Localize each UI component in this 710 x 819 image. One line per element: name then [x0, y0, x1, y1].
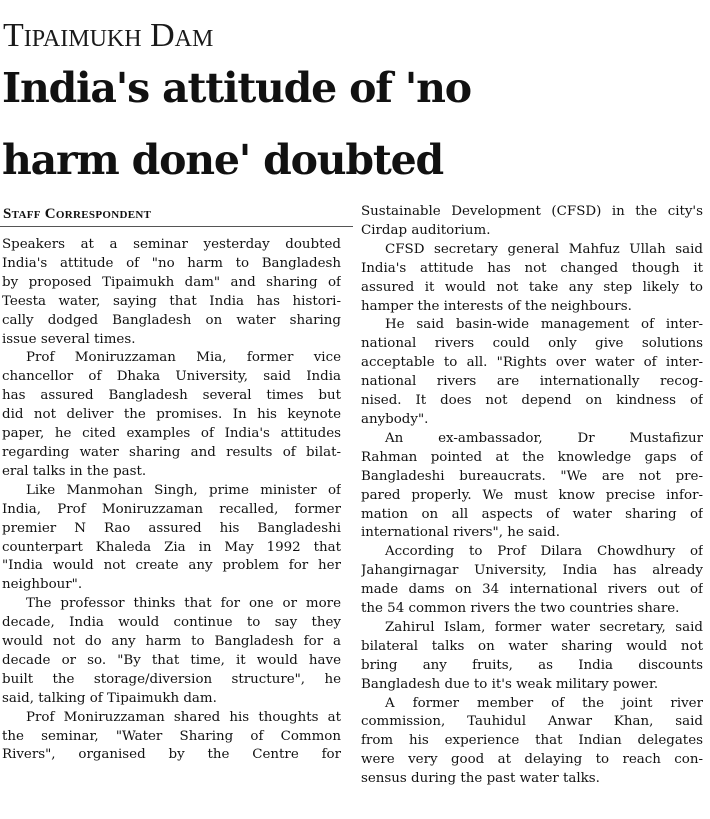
body-text-line: cally dodged Bangladesh on water sharing: [2, 312, 341, 328]
body-text-line: national rivers could only give solutions: [361, 336, 703, 352]
body-text-line: chancellor of Dhaka University, said India: [2, 369, 341, 385]
body-text-line: Rahman pointed at the knowledge gaps of: [361, 449, 703, 465]
body-text-line: neighbour".: [2, 577, 83, 593]
body-text-line: built the storage/diversion structure", he: [2, 671, 341, 687]
body-text-line: decade, India would continue to say they: [2, 615, 341, 631]
body-text-line: counterpart Khaleda Zia in May 1992 that: [2, 539, 341, 555]
body-text-line: Rivers", organised by the Centre for: [2, 747, 341, 763]
body-text-line: The professor thinks that for one or more: [26, 596, 341, 612]
body-text-line: Speakers at a seminar yesterday doubted: [2, 237, 341, 252]
body-text-line: India, Prof Moniruzzaman recalled, former: [2, 501, 341, 517]
body-text-line: regarding water sharing and results of bilat-: [2, 444, 341, 460]
body-text-line: bring any fruits, as India discounts: [361, 657, 703, 673]
article-byline: Staff Correspondent: [3, 206, 152, 222]
body-text-line: Prof Moniruzzaman shared his thoughts at: [26, 709, 341, 725]
body-text-line: international rivers", he said.: [361, 525, 560, 541]
body-text-line: Like Manmohan Singh, prime minister of: [26, 482, 341, 498]
body-text-line: India's attitude of "no harm to Bangladesh: [2, 255, 341, 271]
article-kicker: Tipaimukh Dam: [3, 17, 214, 54]
byline-divider: [0, 226, 353, 227]
body-text-line: He said basin-wide management of inter-: [385, 317, 703, 333]
body-text-line: eral talks in the past.: [2, 463, 147, 479]
body-text-line: bilateral talks on water sharing would not: [361, 638, 703, 654]
body-text-line: made dams on 34 international rivers out of: [361, 582, 703, 598]
body-text-line: has assured Bangladesh several times but: [2, 388, 341, 404]
body-text-line: "India would not create any problem for her: [2, 558, 341, 574]
body-text-line: India's attitude has not changed though it: [361, 260, 703, 276]
body-text-line: assured it would not take any step likely to: [361, 279, 703, 295]
body-text-line: Bangladeshi bureaucrats. "We are not pre-: [361, 468, 703, 484]
body-text-line: by proposed Tipaimukh dam" and sharing of: [2, 274, 341, 290]
article-column-left: [2, 236, 341, 765]
headline-line: harm done' doubted: [2, 136, 443, 184]
body-text-line: from his experience that Indian delegates: [361, 733, 703, 749]
body-text-line: were very good at delaying to reach con-: [361, 752, 703, 768]
body-text-line: acceptable to all. "Rights over water of inter-: [361, 355, 703, 371]
body-text-line: paper, he cited examples of India's attitudes: [2, 426, 341, 442]
body-text-line: premier N Rao assured his Bangladeshi: [2, 520, 341, 536]
body-text-line: commission, Tauhidul Anwar Khan, said: [361, 714, 703, 730]
body-text-line: An ex-ambassador, Dr Mustafizur: [385, 430, 703, 446]
body-text-line: hamper the interests of the neighbours.: [361, 298, 632, 314]
article-headline: [2, 52, 708, 196]
body-text-line: CFSD secretary general Mahfuz Ullah said: [385, 241, 703, 257]
body-text-line: anybody".: [361, 411, 429, 427]
body-text-line: the seminar, "Water Sharing of Common: [2, 728, 341, 744]
body-text-line: Prof Moniruzzaman Mia, former vice: [26, 350, 341, 366]
body-text-line: the 54 common rivers the two countries share.: [361, 601, 680, 617]
body-text-line: sensus during the past water talks.: [361, 771, 600, 787]
body-text-line: would not do any harm to Bangladesh for a: [2, 634, 341, 650]
article-column-right: [361, 203, 703, 789]
body-text-line: said, talking of Tipaimukh dam.: [2, 690, 217, 706]
body-text-line: Teesta water, saying that India has histori-: [2, 293, 341, 309]
headline-line: India's attitude of 'no: [2, 64, 471, 112]
body-text-line: Zahirul Islam, former water secretary, said: [385, 619, 703, 635]
body-text-line: did not deliver the promises. In his keynote: [2, 407, 341, 423]
body-text-line: A former member of the joint river: [385, 695, 703, 711]
body-text-line: national rivers are internationally recog-: [361, 374, 703, 390]
body-text-line: According to Prof Dilara Chowdhury of: [385, 544, 703, 560]
body-text-line: issue several times.: [2, 331, 136, 347]
body-text-line: mation on all aspects of water sharing of: [361, 506, 703, 522]
body-text-line: nised. It does not depend on kindness of: [361, 393, 703, 409]
body-text-line: Jahangirnagar University, India has already: [361, 563, 703, 579]
body-text-line: Cirdap auditorium.: [361, 222, 491, 238]
body-text-line: pared properly. We must know precise infor-: [361, 487, 703, 503]
body-text-line: decade or so. "By that time, it would have: [2, 652, 341, 668]
body-text-line: Sustainable Development (CFSD) in the city's: [361, 204, 703, 219]
body-text-line: Bangladesh due to it's weak military power.: [361, 676, 659, 692]
